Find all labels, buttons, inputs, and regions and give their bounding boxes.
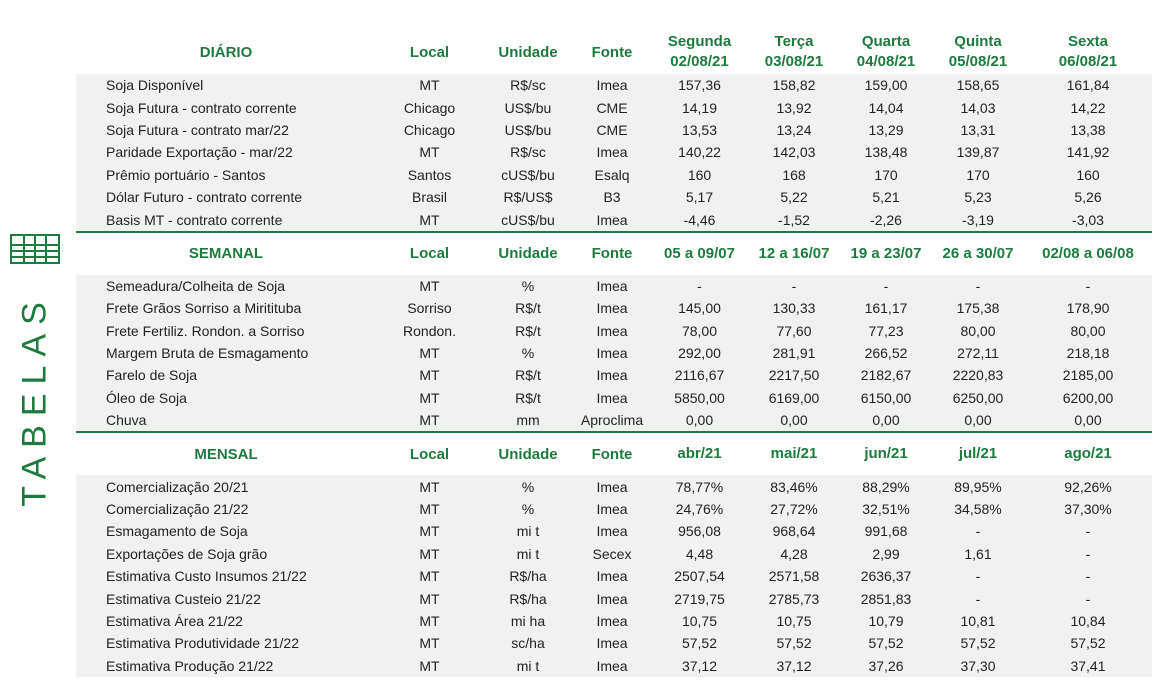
row-name: Exportações de Soja grão	[76, 543, 376, 565]
row-value: 57,52	[932, 632, 1024, 654]
row-value: 10,75	[748, 610, 840, 632]
row-value: 57,52	[651, 632, 748, 654]
row-name: Semeadura/Colheita de Soja	[76, 275, 376, 297]
row-source: Imea	[573, 342, 651, 364]
row-value: 2719,75	[651, 587, 748, 609]
row-unit: mi t	[483, 655, 573, 677]
col-header-line1: 26 a 30/07	[942, 244, 1014, 262]
row-source: Imea	[573, 655, 651, 677]
row-value: 159,00	[840, 74, 932, 96]
col-date-header	[932, 30, 1024, 74]
row-unit: %	[483, 475, 573, 497]
col-header-line2: 03/08/21	[764, 53, 824, 70]
row-value: 78,77%	[651, 475, 748, 497]
row-value: 138,48	[840, 141, 932, 163]
row-unit: mi ha	[483, 610, 573, 632]
row-unit: R$/t	[483, 387, 573, 409]
col-date-header	[840, 433, 932, 475]
row-value: -	[932, 565, 1024, 587]
row-name: Soja Futura - contrato corrente	[76, 96, 376, 118]
row-value: 6250,00	[932, 387, 1024, 409]
row-unit: US$/bu	[483, 119, 573, 141]
row-source: Imea	[573, 275, 651, 297]
row-value: 158,65	[932, 74, 1024, 96]
table-row	[76, 119, 1152, 141]
row-value: 37,30%	[1024, 498, 1152, 520]
row-value: 6150,00	[840, 387, 932, 409]
section-title: DIÁRIO	[199, 43, 253, 61]
row-source: Imea	[573, 475, 651, 497]
row-value: -	[840, 275, 932, 297]
row-local: MT	[376, 610, 483, 632]
row-value: 5,21	[840, 186, 932, 208]
row-source: Imea	[573, 520, 651, 542]
row-unit: cUS$/bu	[483, 208, 573, 231]
table-row	[76, 208, 1152, 231]
row-local: MT	[376, 587, 483, 609]
col-source-header: Fonte	[591, 245, 633, 263]
row-value: 2217,50	[748, 364, 840, 386]
col-date-header	[932, 433, 1024, 475]
row-value: 14,19	[651, 96, 748, 118]
row-value: 5850,00	[651, 387, 748, 409]
row-local: MT	[376, 141, 483, 163]
col-date-header	[1024, 233, 1152, 275]
row-source: Imea	[573, 364, 651, 386]
col-header-line1: mai/21	[770, 445, 818, 463]
row-value: 2851,83	[840, 587, 932, 609]
row-value: 37,30	[932, 655, 1024, 677]
table-row	[76, 275, 1152, 297]
table-row	[76, 409, 1152, 432]
row-name: Dólar Futuro - contrato corrente	[76, 186, 376, 208]
table-row	[76, 387, 1152, 409]
row-value: 10,75	[651, 610, 748, 632]
row-value: -3,19	[932, 208, 1024, 231]
col-date-header	[1024, 433, 1152, 475]
col-date-header	[840, 233, 932, 275]
row-name: Soja Futura - contrato mar/22	[76, 119, 376, 141]
row-source: Imea	[573, 297, 651, 319]
row-source: Imea	[573, 610, 651, 632]
table-row	[76, 74, 1152, 96]
row-unit: %	[483, 342, 573, 364]
row-value: 14,22	[1024, 96, 1152, 118]
table-row	[76, 364, 1152, 386]
col-unit-header: Unidade	[498, 43, 558, 61]
table-row	[76, 141, 1152, 163]
row-source: Imea	[573, 320, 651, 342]
row-name: Paridade Exportação - mar/22	[76, 141, 376, 163]
row-unit: cUS$/bu	[483, 164, 573, 186]
row-unit: %	[483, 275, 573, 297]
row-source: Esalq	[573, 164, 651, 186]
row-value: -	[1024, 587, 1152, 609]
row-value: 6169,00	[748, 387, 840, 409]
side-title: TABELAS	[15, 293, 54, 507]
row-value: 77,23	[840, 320, 932, 342]
row-value: 281,91	[748, 342, 840, 364]
row-source: B3	[573, 186, 651, 208]
row-local: Santos	[376, 164, 483, 186]
row-value: 10,79	[840, 610, 932, 632]
section-title: SEMANAL	[188, 245, 264, 263]
row-value: 83,46%	[748, 475, 840, 497]
row-value: 5,26	[1024, 186, 1152, 208]
row-value: -	[932, 275, 1024, 297]
row-value: 37,41	[1024, 655, 1152, 677]
row-source: Imea	[573, 141, 651, 163]
row-value: 13,24	[748, 119, 840, 141]
row-value: 13,29	[840, 119, 932, 141]
row-source: Imea	[573, 208, 651, 231]
row-value: 57,52	[840, 632, 932, 654]
row-source: Imea	[573, 632, 651, 654]
row-value: 34,58%	[932, 498, 1024, 520]
row-name: Soja Disponível	[76, 74, 376, 96]
row-source: Imea	[573, 74, 651, 96]
row-value: -4,46	[651, 208, 748, 231]
row-value: 170	[932, 164, 1024, 186]
side-panel	[0, 230, 70, 510]
section-header-mensal	[76, 433, 1152, 475]
row-value: 14,04	[840, 96, 932, 118]
row-name: Estimativa Custo Insumos 21/22	[76, 565, 376, 587]
row-value: 178,90	[1024, 297, 1152, 319]
table-row	[76, 297, 1152, 319]
row-value: 80,00	[1024, 320, 1152, 342]
row-value: 10,84	[1024, 610, 1152, 632]
row-value: -1,52	[748, 208, 840, 231]
row-value: 991,68	[840, 520, 932, 542]
row-value: 2507,54	[651, 565, 748, 587]
section-header-semanal	[76, 233, 1152, 275]
table-row	[76, 498, 1152, 520]
row-local: MT	[376, 543, 483, 565]
col-header-line1: Segunda	[667, 33, 732, 50]
row-value: -	[651, 275, 748, 297]
col-date-header	[651, 433, 748, 475]
row-local: MT	[376, 632, 483, 654]
row-value: 13,38	[1024, 119, 1152, 141]
col-header-line1: 02/08 a 06/08	[1042, 244, 1134, 262]
row-value: 266,52	[840, 342, 932, 364]
row-value: 968,64	[748, 520, 840, 542]
row-value: 160	[651, 164, 748, 186]
section-title: MENSAL	[194, 445, 258, 463]
row-value: 218,18	[1024, 342, 1152, 364]
row-value: 141,92	[1024, 141, 1152, 163]
row-unit: R$/sc	[483, 74, 573, 96]
row-value: 37,12	[651, 655, 748, 677]
row-local: MT	[376, 520, 483, 542]
col-header-line2: 02/08/21	[670, 53, 729, 70]
row-local: MT	[376, 409, 483, 432]
row-value: 168	[748, 164, 840, 186]
row-unit: R$/ha	[483, 587, 573, 609]
col-source-header: Fonte	[591, 43, 633, 61]
table-row	[76, 475, 1152, 497]
table-row	[76, 186, 1152, 208]
row-value: 6200,00	[1024, 387, 1152, 409]
col-local-header: Local	[409, 445, 450, 463]
col-header-line2: 06/08/21	[1058, 53, 1118, 70]
row-value: 27,72%	[748, 498, 840, 520]
table-row	[76, 587, 1152, 609]
row-value: 13,53	[651, 119, 748, 141]
col-header-line1: 05 a 09/07	[664, 244, 735, 262]
col-header-line1: Quinta	[954, 33, 1002, 50]
col-date-header	[840, 30, 932, 74]
row-value: 145,00	[651, 297, 748, 319]
row-value: 160	[1024, 164, 1152, 186]
row-value: 37,12	[748, 655, 840, 677]
row-name: Estimativa Produtividade 21/22	[76, 632, 376, 654]
row-value: 57,52	[1024, 632, 1152, 654]
table-row	[76, 342, 1152, 364]
row-source: Secex	[573, 543, 651, 565]
row-name: Óleo de Soja	[76, 387, 376, 409]
row-value: 5,23	[932, 186, 1024, 208]
row-value: 2220,83	[932, 364, 1024, 386]
row-value: 77,60	[748, 320, 840, 342]
row-local: MT	[376, 364, 483, 386]
row-value: 170	[840, 164, 932, 186]
row-value: 0,00	[840, 409, 932, 432]
table-row	[76, 164, 1152, 186]
col-header-line1: Quarta	[861, 33, 911, 50]
col-header-line2: 05/08/21	[948, 53, 1008, 70]
row-value: 161,17	[840, 297, 932, 319]
row-local: MT	[376, 475, 483, 497]
row-value: 272,11	[932, 342, 1024, 364]
row-value: 2185,00	[1024, 364, 1152, 386]
row-value: 4,28	[748, 543, 840, 565]
row-value: -	[1024, 275, 1152, 297]
row-value: 2116,67	[651, 364, 748, 386]
row-name: Frete Grãos Sorriso a Miritituba	[76, 297, 376, 319]
row-source: Imea	[573, 587, 651, 609]
row-local: MT	[376, 565, 483, 587]
col-header-line1: Sexta	[1067, 33, 1109, 50]
row-value: 5,17	[651, 186, 748, 208]
table-row	[76, 632, 1152, 654]
col-unit-header: Unidade	[498, 445, 558, 463]
col-date-header	[1024, 30, 1152, 74]
row-name: Basis MT - contrato corrente	[76, 208, 376, 231]
row-value: 24,76%	[651, 498, 748, 520]
col-date-header	[651, 30, 748, 74]
row-unit: R$/US$	[483, 186, 573, 208]
row-source: Imea	[573, 387, 651, 409]
col-header-line1: abr/21	[677, 445, 722, 463]
row-value: 32,51%	[840, 498, 932, 520]
row-unit: R$/t	[483, 364, 573, 386]
col-date-header	[748, 433, 840, 475]
row-local: Chicago	[376, 96, 483, 118]
col-date-header	[651, 233, 748, 275]
row-value: 1,61	[932, 543, 1024, 565]
table-row	[76, 320, 1152, 342]
row-unit: R$/ha	[483, 565, 573, 587]
row-value: 175,38	[932, 297, 1024, 319]
table-row	[76, 543, 1152, 565]
col-header-line2: 04/08/21	[856, 53, 916, 70]
col-local-header: Local	[409, 245, 450, 263]
row-source: Imea	[573, 498, 651, 520]
row-unit: sc/ha	[483, 632, 573, 654]
row-value: 142,03	[748, 141, 840, 163]
row-value: 0,00	[1024, 409, 1152, 432]
row-value: 139,87	[932, 141, 1024, 163]
row-name: Estimativa Custeio 21/22	[76, 587, 376, 609]
row-value: 88,29%	[840, 475, 932, 497]
row-name: Frete Fertiliz. Rondon. a Sorriso	[76, 320, 376, 342]
row-local: Sorriso	[376, 297, 483, 319]
col-source-header: Fonte	[591, 445, 633, 463]
col-header-line1: jun/21	[864, 445, 908, 463]
row-value: 161,84	[1024, 74, 1152, 96]
table-row	[76, 655, 1152, 677]
row-value: 14,03	[932, 96, 1024, 118]
row-value: 2785,73	[748, 587, 840, 609]
col-unit-header: Unidade	[498, 245, 558, 263]
col-header-line1: jul/21	[958, 445, 998, 463]
row-name: Esmagamento de Soja	[76, 520, 376, 542]
section-header-diário	[76, 30, 1152, 74]
row-value: 130,33	[748, 297, 840, 319]
row-local: MT	[376, 342, 483, 364]
row-value: 292,00	[651, 342, 748, 364]
row-local: MT	[376, 655, 483, 677]
row-value: -	[1024, 520, 1152, 542]
col-header-line1: 12 a 16/07	[758, 244, 830, 262]
row-value: -	[1024, 543, 1152, 565]
row-value: 10,81	[932, 610, 1024, 632]
row-value: -3,03	[1024, 208, 1152, 231]
row-name: Comercialização 20/21	[76, 475, 376, 497]
row-value: 57,52	[748, 632, 840, 654]
table-row	[76, 96, 1152, 118]
row-local: MT	[376, 498, 483, 520]
col-date-header	[748, 30, 840, 74]
row-value: 89,95%	[932, 475, 1024, 497]
row-name: Estimativa Área 21/22	[76, 610, 376, 632]
row-value: -2,26	[840, 208, 932, 231]
row-local: Chicago	[376, 119, 483, 141]
row-value: 5,22	[748, 186, 840, 208]
row-unit: mi t	[483, 543, 573, 565]
col-header-line1: Terça	[774, 33, 814, 50]
data-table	[76, 30, 1152, 677]
row-value: -	[748, 275, 840, 297]
row-value: 92,26%	[1024, 475, 1152, 497]
row-source: Aproclima	[573, 409, 651, 432]
row-value: 157,36	[651, 74, 748, 96]
row-value: 2636,37	[840, 565, 932, 587]
row-source: CME	[573, 96, 651, 118]
row-value: 4,48	[651, 543, 748, 565]
row-value: 78,00	[651, 320, 748, 342]
row-value: 2182,67	[840, 364, 932, 386]
row-local: MT	[376, 208, 483, 231]
row-value: 13,31	[932, 119, 1024, 141]
row-value: 0,00	[748, 409, 840, 432]
table-row	[76, 520, 1152, 542]
col-date-header	[932, 233, 1024, 275]
col-header-line1: 19 a 23/07	[850, 244, 922, 262]
main-tables	[76, 30, 1152, 677]
row-value: 13,92	[748, 96, 840, 118]
row-source: Imea	[573, 565, 651, 587]
row-local: Rondon.	[376, 320, 483, 342]
row-local: Brasil	[376, 186, 483, 208]
row-local: MT	[376, 387, 483, 409]
row-value: 956,08	[651, 520, 748, 542]
row-name: Estimativa Produção 21/22	[76, 655, 376, 677]
row-name: Comercialização 21/22	[76, 498, 376, 520]
row-unit: mi t	[483, 520, 573, 542]
table-icon	[10, 234, 60, 264]
row-value: 2571,58	[748, 565, 840, 587]
row-name: Prêmio portuário - Santos	[76, 164, 376, 186]
row-value: 0,00	[651, 409, 748, 432]
row-unit: R$/t	[483, 297, 573, 319]
row-source: CME	[573, 119, 651, 141]
row-value: -	[932, 520, 1024, 542]
row-value: 140,22	[651, 141, 748, 163]
row-unit: mm	[483, 409, 573, 432]
row-name: Chuva	[76, 409, 376, 432]
row-unit: R$/t	[483, 320, 573, 342]
table-row	[76, 610, 1152, 632]
row-unit: US$/bu	[483, 96, 573, 118]
col-local-header: Local	[409, 43, 450, 61]
row-value: 2,99	[840, 543, 932, 565]
row-value: 37,26	[840, 655, 932, 677]
row-value: 0,00	[932, 409, 1024, 432]
row-unit: %	[483, 498, 573, 520]
row-name: Margem Bruta de Esmagamento	[76, 342, 376, 364]
row-value: 158,82	[748, 74, 840, 96]
row-value: 80,00	[932, 320, 1024, 342]
col-header-line1: ago/21	[1064, 445, 1112, 463]
col-date-header	[748, 233, 840, 275]
row-local: MT	[376, 275, 483, 297]
row-value: -	[1024, 565, 1152, 587]
table-row	[76, 565, 1152, 587]
row-name: Farelo de Soja	[76, 364, 376, 386]
row-value: -	[932, 587, 1024, 609]
row-unit: R$/sc	[483, 141, 573, 163]
row-local: MT	[376, 74, 483, 96]
